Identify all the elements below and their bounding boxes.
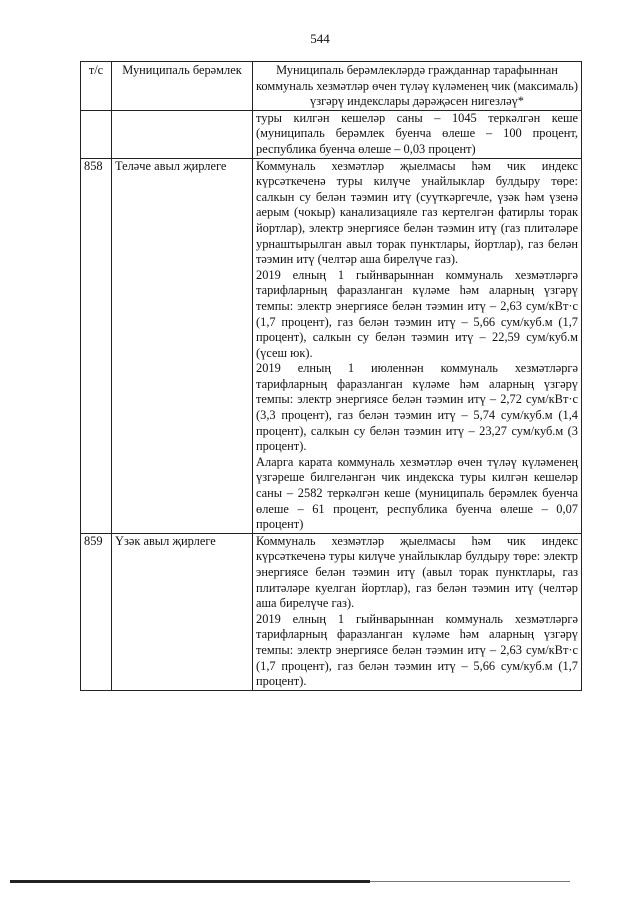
scan-edge-line xyxy=(10,880,370,883)
table-header-row xyxy=(81,62,582,111)
row-justification xyxy=(253,533,582,690)
row-municipality: Үзәк авыл җирлеге xyxy=(112,533,253,690)
row-municipality xyxy=(112,110,253,158)
tariff-table xyxy=(80,61,582,691)
paragraph: Аларга карата коммуналь хезмәтләр өчен түләү күләменең үзгәреше билгеләнгән чик индекска туры килгән кешеләр саны – 2582 теркәлгән кеше (муниципаль берәмлек буенча өлеше – 61 процент, республика буенча өлеше – 0,07 процент) xyxy=(256,454,578,532)
header-municipality: Муниципаль берәмлек xyxy=(112,62,253,111)
table-row xyxy=(81,158,582,533)
paragraph: 2019 елның 1 гыйнварыннан коммуналь хезмәтләргә тарифларның фаразланган күләме һәм аларның үзгәрү темпы: электр энергиясе белән тәэмин итү – 2,63 сум/кВт·с (1,7 процент), газ белән тәэмин итү – 5,66 сум/куб.м (1,7 процент), салкын су белән тәэмин итү – 22,59 сум/куб.м (үсеш юк). xyxy=(256,267,578,360)
row-justification xyxy=(253,158,582,533)
row-number xyxy=(81,110,112,158)
row-municipality: Теләче авыл җирлеге xyxy=(112,158,253,533)
row-number: 858 xyxy=(81,158,112,533)
paragraph: 2019 елның 1 июленнән коммуналь хезмәтләргә тарифларның фаразланган күләме һәм аларның үзгәрү темпы: электр энергиясе белән тәэмин итү – 2,72 сум/кВт·с (3,3 процент), газ белән тәэмин итү – 5,74 сум/куб.м (1,4 процент), салкын су белән тәэмин итү – 23,27 сум/куб.м (3 процент). xyxy=(256,361,578,454)
paragraph: 2019 елның 1 гыйнварыннан коммуналь хезмәтләргә тарифларның фаразланган күләме һәм аларның үзгәрү темпы: электр энергиясе белән тәэмин итү – 2,63 сум/кВт·с (1,7 процент), газ белән тәэмин итү – 5,66 сум/куб.м (1,7 процент). xyxy=(256,611,578,689)
row-justification xyxy=(253,110,582,158)
paragraph: Коммуналь хезмәтләр җыелмасы һәм чик индекс күрсәткеченә туры килүче унайлыклар булдыру төре: салкын су белән тәэмин итү (суүткәргечле, үзәк һәм үзенә аерым (чокыр) канализацияле газ кертелгән фатирлы торак йортлар), электр энергиясе белән тәэмин итү (газ плитәләре урнаштырылган авыл торак пунктлары, йортлар), газ белән тәэмин итү (челтәр аша бирелүче газ). xyxy=(256,158,578,267)
page-number: 544 xyxy=(310,31,330,46)
table-row xyxy=(81,110,582,158)
paragraph: Коммуналь хезмәтләр җыелмасы һәм чик индекс күрсәткеченә туры килүче унайлыклар булдыру төре: электр энергиясе белән тәэмин итү (авыл торак пунктлары, газ плитәләре куелган йортлар), газ белән тәэмин итү (челтәр аша бирелүче газ). xyxy=(256,533,578,611)
row-number: 859 xyxy=(81,533,112,690)
header-number: т/с xyxy=(81,62,112,111)
table-row xyxy=(81,533,582,690)
paragraph: туры килгән кешеләр саны – 1045 теркәлгән кеше (муниципаль берәмлек буенча өлеше – 100 процент, республика буенча өлеше – 0,03 процент) xyxy=(256,110,578,156)
header-justification: Муниципаль берәмлекләрдә гражданнар тарафыннан коммуналь хезмәтләр өчен түләү күләменең чик (максималь) үзгәрү индекслары дәрәҗәсен нигезләү* xyxy=(253,62,582,111)
scan-edge-line-thin xyxy=(370,881,570,882)
